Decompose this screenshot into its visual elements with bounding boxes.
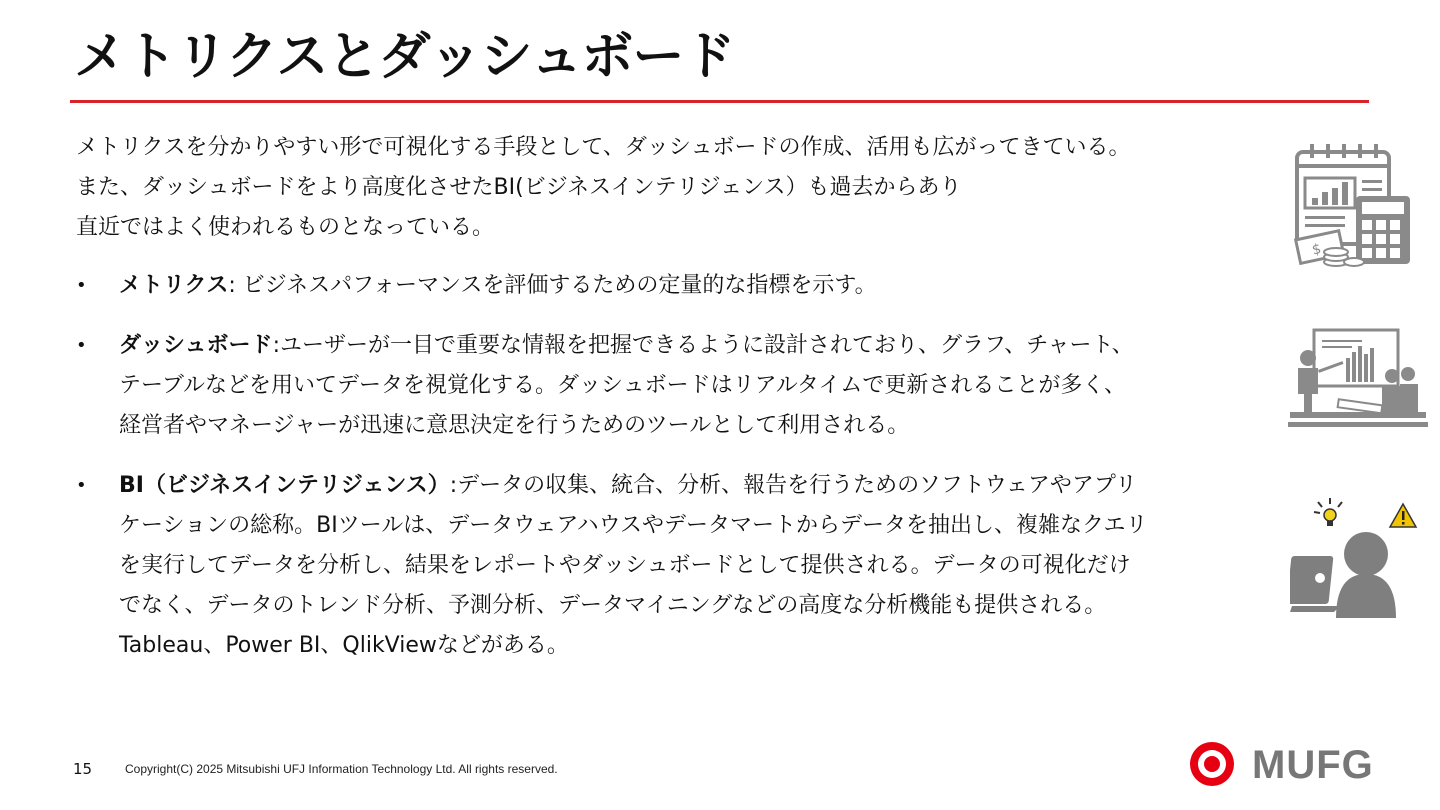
bullet-dot: • bbox=[76, 475, 87, 496]
page-number: 15 bbox=[73, 760, 93, 778]
intro-line: また、ダッシュボードをより高度化させたBI(ビジネスインテリジェンス）も過去からあり bbox=[76, 175, 962, 200]
bullet-dot: • bbox=[76, 275, 87, 296]
bullet-term: ダッシュボード bbox=[119, 333, 273, 358]
bullet-text: テーブルなどを用いてデータを視覚化する。ダッシュボードはリアルタイムで更新されることが多く、 bbox=[119, 373, 1126, 398]
logo-mark-icon bbox=[1182, 740, 1246, 788]
bullet-term: メトリクス bbox=[119, 273, 229, 298]
bullet-text: 経営者やマネージャーが迅速に意思決定を行うためのツールとして利用される。 bbox=[119, 413, 910, 438]
title-underline bbox=[70, 100, 1369, 103]
company-logo bbox=[1182, 740, 1372, 790]
presentation-meeting-icon bbox=[1288, 326, 1428, 430]
page-title: メトリクスとダッシュボード bbox=[74, 27, 735, 87]
idea-person-computer-icon bbox=[1290, 494, 1420, 618]
bullet-bi bbox=[76, 466, 1296, 666]
bullet-text: Tableau、Power BI、QlikViewなどがある。 bbox=[119, 633, 569, 658]
bullet-term: BI（ビジネスインテリジェンス） bbox=[119, 473, 450, 498]
bullet-text: : ビジネスパフォーマンスを評価するための定量的な指標を示す。 bbox=[228, 273, 877, 298]
copyright-text: Copyright(C) 2025 Mitsubishi UFJ Information Technology Ltd. All rights reserved. bbox=[125, 762, 558, 776]
bullet-dashboard bbox=[76, 326, 1296, 466]
bullet-text: ケーションの総称。BIツールは、データウェアハウスやデータマートからデータを抽出し、複雑なクエリ bbox=[119, 513, 1148, 538]
svg-text:$: $ bbox=[1310, 241, 1323, 259]
bullet-metrics bbox=[76, 266, 1296, 326]
intro-line: 直近ではよく使われるものとなっている。 bbox=[76, 215, 495, 240]
bullet-list bbox=[76, 266, 1296, 666]
bullet-text: :データの収集、統合、分析、報告を行うためのソフトウェアやアプリ bbox=[449, 473, 1137, 498]
intro-line: メトリクスを分かりやすい形で可視化する手段として、ダッシュボードの作成、活用も広がってきている。 bbox=[76, 135, 1131, 160]
bullet-dot: • bbox=[76, 335, 87, 356]
bullet-text: でなく、データのトレンド分析、予測分析、データマイニングなどの高度な分析機能も提供される。 bbox=[119, 593, 1107, 618]
calendar-calculator-icon bbox=[1290, 140, 1415, 268]
bullet-text: を実行してデータを分析し、結果をレポートやダッシュボードとして提供される。データの可視化だけ bbox=[119, 553, 1131, 578]
logo-text: MUFG bbox=[1252, 743, 1374, 787]
bullet-text: :ユーザーが一目で重要な情報を把握できるように設計されており、グラフ、チャート、 bbox=[272, 333, 1134, 358]
intro-paragraph bbox=[76, 128, 1281, 248]
